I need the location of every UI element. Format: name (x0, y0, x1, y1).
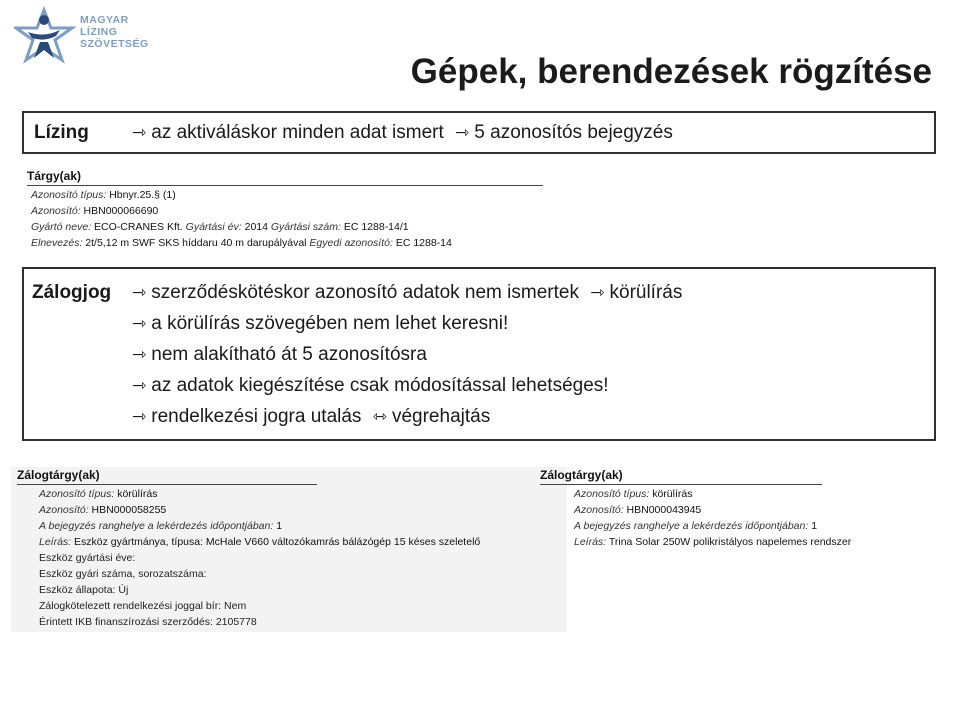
zalogjog-text: az adatok kiegészítése csak módosítással lehetséges! (151, 375, 609, 396)
field-key: Leírás: (574, 536, 607, 548)
record-row: Zálogkötelezett rendelkezési joggal bír: Nem (39, 600, 247, 612)
right-arrow-icon: ⇾ (132, 376, 147, 395)
zalogjog-line-5 (132, 406, 490, 428)
field-key: A bejegyzés ranghelye a lekérdezés időpontjában: (574, 520, 809, 532)
lizing-part-2: 5 azonosítós bejegyzés (474, 122, 673, 143)
zalogjog-text: rendelkezési jogra utalás (151, 406, 362, 427)
logo-line-1: MAGYAR (80, 14, 129, 26)
field-value: 1 (811, 520, 818, 532)
field-value: Hbnyr.25.§ (1) (109, 189, 176, 201)
field-value: HBN000058255 (91, 504, 167, 516)
record-row (540, 518, 940, 534)
record-row (27, 219, 547, 235)
field-value: 2014 (244, 221, 268, 233)
right-arrow-icon: ⇾ (132, 407, 147, 426)
right-arrow-icon: ⇾ (455, 123, 470, 142)
field-value: Eszköz gyártmánya, típusa: McHale V660 változókamrás bálázógép 15 késes szeletelő (74, 536, 481, 548)
field-key: Azonosító típus: (39, 488, 115, 500)
field-value: ECO-CRANES Kft. (94, 221, 183, 233)
right-arrow-icon: ⇾ (590, 283, 605, 302)
zalogjog-text: szerződéskötéskor azonosító adatok nem ismertek (151, 282, 579, 303)
lizing-part-1: az aktiváláskor minden adat ismert (151, 122, 444, 143)
record-row: Eszköz gyártási éve: (39, 552, 136, 564)
right-arrow-icon: ⇾ (132, 314, 147, 333)
record-row (540, 534, 940, 550)
field-key: Azonosító típus: (574, 488, 650, 500)
field-key: Leírás: (39, 536, 72, 548)
zalogjog-line-1 (132, 282, 682, 304)
field-value: EC 1288-14/1 (343, 221, 409, 233)
field-value: HBN000066690 (83, 205, 159, 217)
zalogjog-text: nem alakítható át 5 azonosítósra (151, 344, 427, 365)
zalogjog-line-4 (132, 375, 609, 397)
field-value: HBN000043945 (626, 504, 702, 516)
record-header: Tárgy(ak) (27, 169, 82, 183)
field-key: Elnevezés: (31, 237, 83, 249)
field-key: Gyártó neve: (31, 221, 92, 233)
record-zalog-1 (11, 467, 567, 632)
field-value: körülírás (652, 488, 693, 500)
record-row (17, 534, 559, 550)
lizing-box (22, 111, 936, 154)
page-title: Gépek, berendezések rögzítése (410, 52, 932, 91)
left-right-arrow-icon: ⇿ (372, 407, 387, 426)
record-zalog-2 (540, 467, 940, 550)
zalogjog-text: végrehajtás (391, 406, 491, 427)
zalogjog-text: körülírás (609, 282, 683, 303)
field-value: 1 (276, 520, 283, 532)
lizing-text (132, 122, 673, 144)
record-targy (27, 168, 547, 251)
zalogjog-box (22, 267, 936, 441)
record-row (27, 203, 547, 219)
field-key: A bejegyzés ranghelye a lekérdezés időpontjában: (39, 520, 274, 532)
field-key: Azonosító: (39, 504, 89, 516)
field-key: Gyártási év: (185, 221, 242, 233)
field-key: Azonosító típus: (31, 189, 107, 201)
right-arrow-icon: ⇾ (132, 345, 147, 364)
record-row: Eszköz állapota: Új (39, 584, 129, 596)
right-arrow-icon: ⇾ (132, 283, 147, 302)
record-row (27, 187, 547, 203)
field-value: 2t/5,12 m SWF SKS híddaru 40 m darupályával (85, 237, 307, 249)
zalogjog-text: a körülírás szövegében nem lehet keresni! (151, 313, 509, 334)
record-row (540, 502, 940, 518)
logo-text (80, 14, 149, 50)
record-header: Zálogtárgy(ak) (17, 468, 100, 482)
record-row: Eszköz gyári száma, sorozatszáma: (39, 568, 207, 580)
field-key: Egyedi azonosító: (309, 237, 393, 249)
zalogjog-line-3 (132, 344, 427, 366)
record-row (17, 502, 567, 518)
record-header: Zálogtárgy(ak) (540, 468, 623, 482)
field-key: Azonosító: (31, 205, 81, 217)
field-key: Azonosító: (574, 504, 624, 516)
zalogjog-line-2 (132, 313, 508, 335)
record-row: Érintett IKB finanszírozási szerződés: 2105778 (39, 616, 257, 628)
record-row (17, 486, 567, 502)
field-value: EC 1288-14 (395, 237, 452, 249)
field-key: Gyártási szám: (270, 221, 341, 233)
record-row (540, 486, 940, 502)
field-value: Trina Solar 250W polikristályos napelemes rendszer (608, 536, 852, 548)
field-value: körülírás (117, 488, 158, 500)
zalogjog-label: Zálogjog (32, 282, 112, 303)
star-figure-icon (14, 6, 78, 68)
right-arrow-icon: ⇾ (132, 123, 147, 142)
logo-line-2: LÍZING (80, 26, 118, 38)
record-row (17, 518, 567, 534)
logo (14, 6, 154, 68)
logo-line-3: SZÖVETSÉG (80, 38, 149, 50)
lizing-label: Lízing (34, 122, 89, 143)
record-row (27, 235, 547, 251)
